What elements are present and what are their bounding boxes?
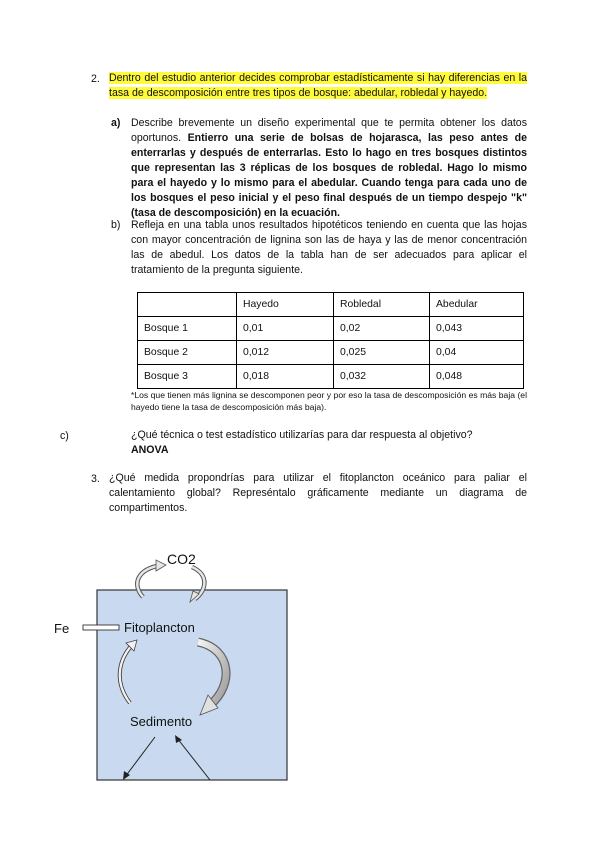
table-cell: 0,018 (237, 365, 334, 389)
phytoplankton-label: Fitoplancton (124, 620, 195, 635)
fe-label: Fe (54, 621, 70, 636)
table-cell: 0,04 (430, 341, 524, 365)
table-cell: 0,048 (430, 365, 524, 389)
table-cell: 0,01 (237, 317, 334, 341)
decomposition-table (137, 292, 524, 389)
table-cell: Bosque 2 (138, 341, 237, 365)
question-2-text (109, 71, 527, 101)
table-cell: 0,043 (430, 317, 524, 341)
q2a-prompt: Describe brevemente un diseño experimental que te permita obtener los datos oportunos. (131, 117, 527, 144)
question-2-number: 2. (91, 73, 100, 85)
table-footnote: *Los que tienen más lignina se descomponen peor y por eso la tasa de descomposición es más baja (el hayedo tiene la tasa de descomposición más baja). (131, 390, 527, 412)
q2c-question: ¿Qué técnica o test estadístico utilizarías para dar respuesta al objetivo? (131, 429, 473, 441)
table-header-cell: Hayedo (237, 293, 334, 317)
q2a-body (131, 116, 527, 221)
question-3-text: ¿Qué medida propondrías para utilizar el fitoplancton oceánico para paliar el calentamiento global? Represéntalo gráficamente mediante un diagrama de compartimentos. (109, 472, 527, 514)
q2a-label: a) (111, 117, 121, 129)
q2c-answer: ANOVA (131, 444, 169, 456)
table-cell: 0,025 (334, 341, 430, 365)
q2b-label: b) (111, 219, 121, 231)
table-cell: 0,032 (334, 365, 430, 389)
table-cell: 0,012 (237, 341, 334, 365)
q2c-label: c) (60, 430, 69, 442)
table-row (138, 341, 524, 365)
table-cell: Bosque 3 (138, 365, 237, 389)
q2c-body (131, 428, 527, 458)
question-3-number: 3. (91, 473, 100, 485)
compartment-diagram (50, 545, 290, 790)
co2-label: CO2 (167, 551, 196, 567)
table-header-cell (138, 293, 237, 317)
sediment-label: Sedimento (130, 714, 193, 729)
table-row (138, 317, 524, 341)
table-cell: Bosque 1 (138, 317, 237, 341)
ocean-compartment (97, 590, 287, 780)
table-header-cell: Robledal (334, 293, 430, 317)
table-row (138, 365, 524, 389)
q2b-text: Refleja en una tabla unos resultados hipotéticos teniendo en cuenta que las hojas con mayor concentración de lignina son las de haya y las de menor concentración las de abedul. Los datos de la tabla han de ser adecuados para aplicar el tratamiento de la pregunta siguiente. (131, 219, 527, 276)
q2a-answer: Entierro una serie de bolsas de hojarasca, las peso antes de enterrarlas y después de enterrarlas. Esto lo hago en tres bosques distintos que representan las 3 réplicas de los bosques de robledal. Hago lo mismo para el hayedo y lo mismo para el abedular. Cuando tenga para cada uno de los bosques el peso inicial y el peso final después de un tiempo despejo "k" (tasa de descomposición) en la ecuación. (131, 132, 527, 219)
question-2-highlight: Dentro del estudio anterior decides comprobar estadísticamente si hay diferencias en la tasa de descomposición entre tres tipos de bosque: abedular, robledal y hayedo. (109, 72, 527, 99)
table-header-row (138, 293, 524, 317)
table-header-cell: Abedular (430, 293, 524, 317)
fe-input-arrow (83, 625, 119, 630)
table-cell: 0,02 (334, 317, 430, 341)
